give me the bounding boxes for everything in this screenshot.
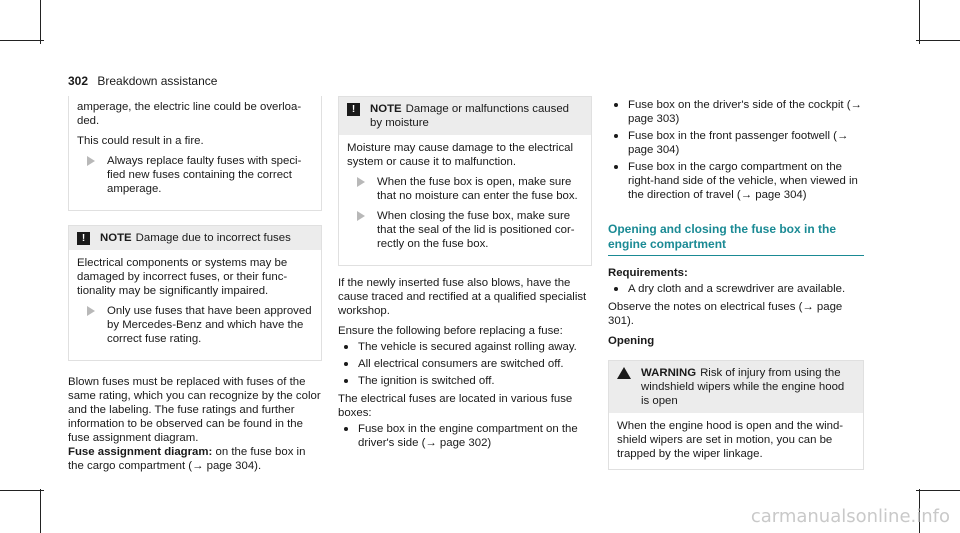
step-text: Only use fuses that have been approved by Mercedes-Benz and which have the correct fuse rating. [107, 305, 312, 345]
list-item [338, 357, 592, 371]
note-body: Moisture may cause damage to the electrical system or cause it to malfunction. [347, 142, 574, 168]
crop-mark [40, 489, 41, 533]
requirements-label: Requirements: [608, 267, 688, 279]
list-item-text: A dry cloth and a screwdriver are available. [628, 283, 846, 295]
bullet-icon [344, 379, 348, 383]
list-item-text: Fuse box on the driver's side of the cockpit (→ page 303) [628, 99, 862, 125]
column-1 [68, 96, 322, 473]
note-title: Damage due to incorrect fuses [135, 232, 291, 244]
bullet-icon [344, 427, 348, 431]
crop-mark [919, 0, 920, 44]
step-text: Always replace faulty fuses with specified new fuses containing the correct amperage. [107, 155, 302, 195]
section-name: Breakdown assistance [97, 74, 218, 88]
list-item-text: Fuse box in the engine compartment on the driver's side (→ page 302) [358, 423, 578, 449]
note-box [338, 96, 592, 266]
note-label: NOTE [100, 232, 132, 244]
list-item [608, 98, 864, 126]
note-header [69, 226, 321, 250]
list-item [338, 340, 592, 354]
bullet-icon [614, 287, 618, 291]
bullet-icon [614, 165, 618, 169]
bullet-icon [344, 345, 348, 349]
warning-title: Risk of injury from using the windshield wipers while the engine hood is open [641, 367, 845, 407]
list-item [608, 282, 864, 296]
section-heading: Opening and closing the fuse box in the engine compartment [608, 222, 864, 256]
body-paragraph: If the newly inserted fuse also blows, have the cause traced and rectified at a qualified specialist workshop. [338, 277, 587, 317]
fuse-assignment-label: Fuse assignment diagram: [68, 446, 213, 458]
step-arrow-icon [357, 177, 365, 187]
bullet-icon [614, 134, 618, 138]
note-box [68, 225, 322, 361]
exclamation-icon: ! [77, 232, 90, 245]
exclamation-icon: ! [347, 103, 360, 116]
list-item [608, 160, 864, 202]
instruction-step [77, 304, 313, 346]
column-3 [608, 96, 864, 484]
warning-header [609, 361, 863, 413]
watermark: carmanualsonline.info [750, 506, 950, 527]
crop-mark [0, 490, 44, 491]
step-arrow-icon [87, 156, 95, 166]
step-arrow-icon [87, 306, 95, 316]
step-arrow-icon [357, 211, 365, 221]
crop-mark [40, 0, 41, 44]
note-title: Damage or malfunctions caused by moisture [370, 103, 570, 129]
warning-triangle-icon [617, 367, 631, 379]
body-paragraph: Ensure the following before replacing a fuse: [338, 325, 563, 337]
bullet-icon [614, 103, 618, 107]
body-paragraph: Observe the notes on electrical fuses (→ page 301). [608, 301, 843, 327]
fuse-assignment-paragraph [68, 445, 322, 473]
intro-text-2: This could result in a fire. [77, 135, 204, 147]
list-item-text: Fuse box in the front passenger footwell (→ page 304) [628, 130, 849, 156]
crop-mark [0, 40, 44, 41]
note-header [339, 97, 591, 135]
instruction-step [77, 154, 313, 196]
column-2 [338, 96, 592, 453]
step-text: When closing the fuse box, make sure that the seal of the lid is positioned correctly on the fuse box. [377, 210, 575, 250]
list-item-text: All electrical consumers are switched off. [358, 358, 564, 370]
list-item [338, 422, 592, 450]
list-item-text: Fuse box in the cargo compartment on the right-hand side of the vehicle, when viewed in the direction of travel (→ page 304) [628, 161, 858, 201]
page-number: 302 [68, 74, 89, 88]
body-paragraph: The electrical fuses are located in various fuse boxes: [338, 393, 573, 419]
instruction-step [347, 175, 583, 203]
subheading: Opening [608, 335, 655, 347]
list-item-text: The ignition is switched off. [358, 375, 495, 387]
bullet-icon [344, 362, 348, 366]
step-text: When the fuse box is open, make sure that no moisture can enter the fuse box. [377, 176, 578, 202]
list-item-text: The vehicle is secured against rolling away. [358, 341, 577, 353]
crop-mark [916, 40, 960, 41]
note-body: Electrical components or systems may be damaged by incorrect fuses, or their functionality may be significantly impaired. [77, 257, 288, 297]
warning-box [608, 360, 864, 470]
list-item [338, 374, 592, 388]
body-paragraph: Blown fuses must be replaced with fuses of the same rating, which you can recognize by the color and the labeling. The fuse ratings and further information to be observed can be found in the fuse assignment diagram. [68, 376, 321, 444]
fuse-assignment-text: on the fuse box in the cargo compartment (→ page 304). [68, 446, 306, 472]
crop-mark [916, 490, 960, 491]
moisture-continuation-box [68, 96, 322, 211]
list-item [608, 129, 864, 157]
warning-body: When the engine hood is open and the windshield wipers are set in motion, you can be trapped by the wiper linkage. [617, 420, 844, 460]
note-label: NOTE [370, 103, 402, 115]
intro-text: amperage, the electric line could be overloaded. [77, 101, 302, 127]
page-header [68, 74, 217, 88]
warning-label: WARNING [641, 367, 697, 379]
instruction-step [347, 209, 583, 251]
